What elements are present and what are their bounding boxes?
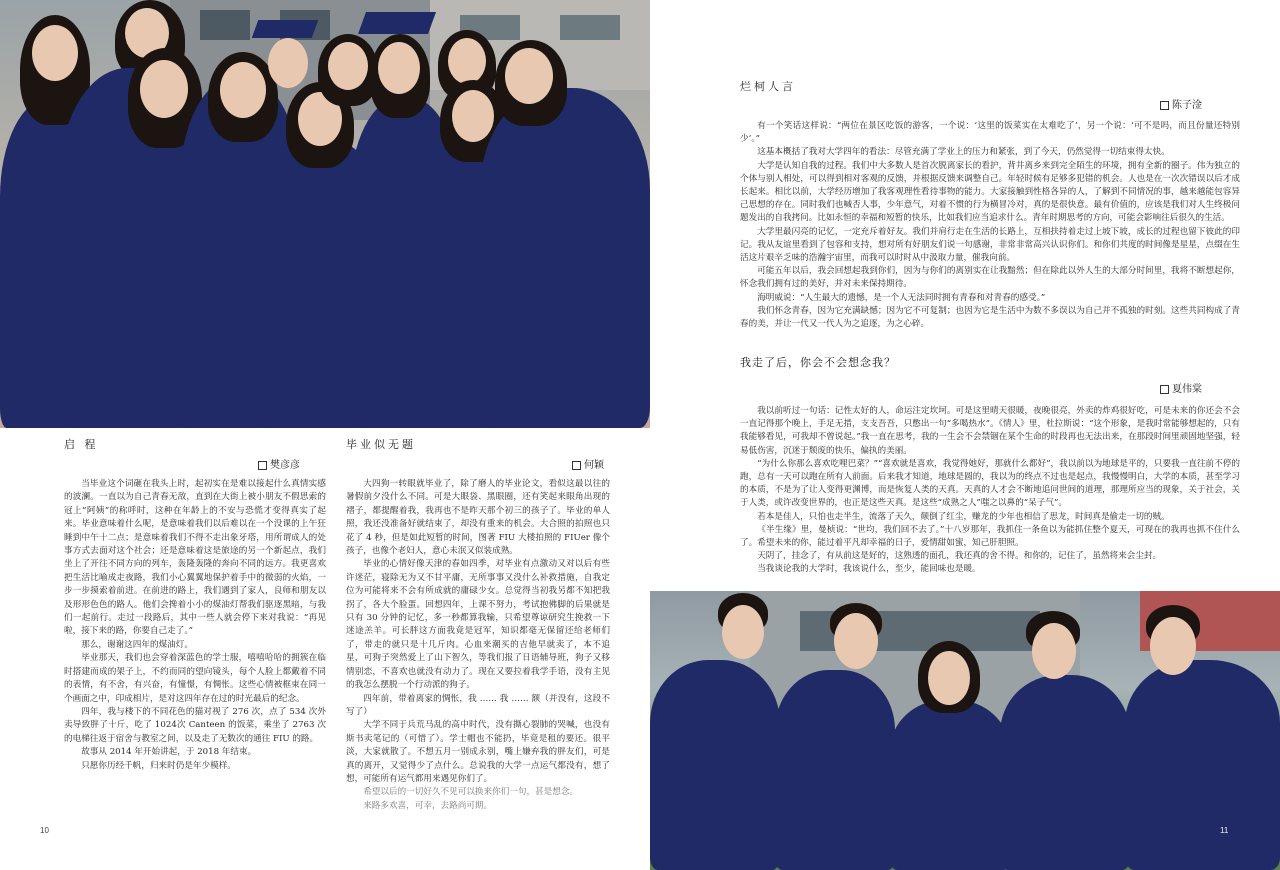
graduate-gown (650, 660, 780, 870)
paragraph: 四年前，带着离家的惆怅，我 …… 我 …… 额（并没有，这段不写了） (346, 693, 610, 717)
mortarboard-cap (358, 12, 436, 34)
paragraph: 来路多欢喜，可幸，去路尚可期。 (363, 800, 493, 811)
article-body (346, 478, 610, 813)
graduate-face (32, 25, 78, 81)
paragraph: 若本是佳人，只怕也走半生，流落了天久，颠倒了红尘，赚龙的少年也相信了思龙，时间真是偷走一切的贼。 (757, 511, 1170, 522)
graduate-face (220, 62, 266, 118)
graduate-face (268, 38, 308, 88)
paragraph: “为什么你那么喜欢吃哩巴菜？”“喜欢就是喜欢，我觉得她好，那就什么都好”，我以前以为地球是平的，只要我一直往前不停的跑，总有一天可以跑在所有人前面。后来我才知道，地球是圆的，我以为的终点不过也是起点，我慢慢明白，大学的本质，甚至学习的本质，不是为了让人变得更渊博，而是恢复人类的天真。天真的人才会不断地追问世间的道理，那理所应当的现象，关于社会，关于人类，或许改变世界的，也正是这些天真。是这些“成熟之人”嗤之以鼻的“呆子气”。 (740, 458, 1240, 509)
graduate-gown (775, 670, 895, 870)
author-name: 何颖 (584, 460, 604, 471)
graduate-face (928, 651, 970, 705)
paragraph: 那么，谢谢这四年的煤油灯。 (81, 639, 193, 650)
square-bullet-icon (572, 461, 581, 470)
window (560, 15, 620, 40)
paragraph: 天阴了，挂念了，有从前这是好的，这熟透的面孔，我还真的舍不得。和你的，记住了，虽然将来会尘封。 (757, 551, 1162, 562)
paragraph: 大学里最闪亮的记忆，一定充斥着好友。我们并肩行走在生活的长路上，互相扶持着走过上坡下坡，成长的过程也留下彼此的印记。我从友谊里看到了包容和支持，想对所有好朋友们说一句感谢，非常非常高兴认识你们。和你们共度的时间像是星星，点缀在生活这片艰辛乏味的浩瀚宇宙里，而我可以时时从中汲取力量，催我向前。 (740, 226, 1240, 264)
graduate-face (452, 90, 494, 142)
article-title: 烂柯人言 (740, 80, 796, 93)
article-author (1160, 380, 1202, 395)
paragraph: 这基本概括了我对大学四年的看法：尽管充满了学业上的压力和紧张，到了今天，仍然觉得一切结束得太快。 (757, 147, 1170, 158)
article-body (740, 405, 1240, 577)
article-title: 毕业似无题 (346, 438, 416, 451)
right-page (650, 0, 1280, 870)
article-body (64, 478, 326, 773)
graduate-face (448, 38, 486, 84)
graduate-face (140, 60, 188, 118)
paragraph: 希望以后的一切好久不见可以换来你们一句，甚是想念。 (363, 787, 579, 798)
graduate-gown (1125, 660, 1280, 870)
window (200, 10, 250, 40)
page-number: 11 (1220, 826, 1229, 835)
paragraph: 大学是认知自我的过程。我们中大多数人是首次脱离家长的看护，背井离乡来到完全陌生的环境，拥有全新的圈子。伟为独立的个体与别人相处，可以得到相对客观的反馈，并根据反馈来调整自己。年轻时候有足够多犯错的机会。人也是在一次次错误以后才成长起来。相比以前，大学经历增加了我客观理性看待事物的能力。大家接触到性格各异的人，了解到不同情况的事，越来越能包容异己思想的存在。同时我们也喊否人事，少年意气，对着不惯的行为横冒冷对，真的是很快意。最有价值的，应该是我们对人生终极问题发出的自我拷问。比如永恒的幸福和短暂的快乐，比如我们应当追求什么。青年时期思考的方向，可能会影响往后很久的生活。 (740, 160, 1240, 224)
graduate-gown (480, 88, 650, 428)
square-bullet-icon (1160, 101, 1169, 110)
article-title: 我走了后，你会不会想念我？ (740, 356, 896, 369)
paragraph: 大学不同于兵荒马乱的高中时代，没有撕心裂肺的哭喊，也没有斯书卖笔记的（可惜了）。学士帽也不能扔，毕竟是租的要还。很平淡，大家就散了。不想五月一别成永别，嘴上嫌弃我的胖友们，可是真的离开，又觉得少了点什么。总说我的大学一点运气都没有，想了想，可能所有运气都用来遇见你们了。 (346, 720, 610, 784)
author-name: 樊彦彦 (270, 460, 300, 471)
article-author (258, 456, 300, 471)
graduate-face (834, 613, 878, 669)
graduate-face (1032, 623, 1076, 679)
paragraph: 我们怀念青春，因为它充满缺憾；因为它不可复制；也因为它是生活中为数不多误以为自己并不孤独的时刻。这些共同构成了青春的美，并让一代又一代人为之追逐，为之心碎。 (740, 305, 1240, 330)
paragraph: 大四狗一转眼就毕业了，除了磨人的毕业论文，看似这最以往的暑假前夕没什么不同。可是大眼袋、黑眼圈，还有笑起来眼角出现的褶子，都提醒着我，我再也不是昨天那个初三的孩子了。毕业的单人照，我还没准备好就结束了，却没有重来的机会。大合照的拍照也只花了 4 秒，但是如此短暂的时间，图著 FIU 大楼拍照的 FIUer 像个孩子，也像个老妇人，意心未泯又似装成熟。 (346, 479, 610, 557)
paragraph: 海明威说：“人生最大的遗憾，是一个人无法同时拥有青春和对青春的感受。” (757, 292, 1046, 303)
bottom-graduation-photo (650, 591, 1280, 870)
square-bullet-icon (1160, 385, 1169, 394)
graduate-face (328, 42, 368, 90)
author-name: 夏伟棠 (1172, 384, 1202, 395)
page-number: 10 (40, 826, 49, 835)
paragraph: 故事从 2014 年开始讲起，于 2018 年结束。 (81, 747, 257, 758)
paragraph: 四年，我与楼下的不同花色的猫对视了 276 次，点了 534 次外卖导致胖了十斤，吃了 1024次 Canteen 的饭菜，乘坐了 2763 次的电梯往返于宿舍与教室之间，以及走了无数次的通往 FIU 的路。 (64, 706, 326, 744)
article-body (740, 120, 1240, 331)
article-author (572, 456, 604, 471)
graduate-face (1150, 617, 1196, 675)
article-title: 启 程 (64, 438, 99, 451)
paragraph: 只愿你历经千帆，归来时仍是年少模样。 (81, 760, 236, 771)
graduate-gown (1000, 675, 1130, 870)
graduate-face (378, 42, 420, 94)
paragraph: 有一个笑话这样说：“两位在景区吃饭的游客，一个说：‘这里的饭菜实在太难吃了’，另一个说：‘可不是吗，而且份量还特别少’。” (740, 121, 1240, 145)
top-graduation-photo (0, 0, 650, 428)
graduate-face (722, 605, 764, 659)
graduate-face (505, 48, 553, 104)
paragraph: 我以前听过一句话：记性太好的人，命运注定坎坷。可是这里晴天很暖，夜晚很亮，外卖的炸鸡很好吃，可是未来的你还会不会一直记得那个晚上，手足无措，支支吾吾，只憋出一句“多喝热水”。《情人》里，杜拉斯说：“这个形象，是我时常能够想起的，只有我能够看见，可我却不曾说起。”我一直在思考，我的一生会不会禁锢在某个生命的时段再也无法出来，在那段时间里顽固地坚强，轻易低伤害，沉迷于颓废的快乐，偏执的美丽。 (740, 406, 1240, 456)
mortarboard-cap (252, 20, 319, 38)
paragraph: 毕业的心情好像天津的春如四季，对毕业有点激动又对以后有些许迷茫，寝除无为又不甘平庸，无所事事又没什么补救措施，自我定位为可能将来不会有所成就的庸碌少女。总觉得当初我另都不知把我拐了，各大个脸蛋。回想四年，上课不努力，考试抱佛脚的后果就是只有 30 分钟的记忆，多一秒都算我输，只希望尊谅研究生挽救一下迷途羔羊。可长胖这方面我竟是冠军，知识都毫无保留还给老师们了，带走的就只是十几斤肉。心血来潮买的吉他早就卖了，本不追星，可狗子突然爱上了山下智久，等我们报了日语辅导班，狗子又移情别恋，不喜欢也就没有动力了。现在又要拉着我学手语，没有主见的我怎么摆脱一个行动派的狗子。 (346, 559, 610, 691)
square-bullet-icon (258, 461, 267, 470)
paragraph: 当我谈论我的大学时，我该说什么，至少，能回味也是暖。 (757, 564, 981, 575)
author-name: 陈子淦 (1172, 100, 1202, 111)
graduate-gown (890, 700, 1010, 870)
article-author (1160, 96, 1202, 111)
paragraph: 当毕业这个词砸在我头上时，起初实在是难以接起什么真情实感的波澜。一直以为自己青春无敌，直到在大街上被小朋友不假思索的冠上“阿姨”的称呼时，这种在年龄上的不安与恐慌才变得真实了起来。毕业意味着什么呢，是意味着我们以后难以在一个没课的上午狂睡到中午十二点；是意味着我们不得不走出象牙塔，用所谓成人的处事方式去面对这个社会；还是意味着这是旅途的另一个新起点，我们坐上了开往不同方向的列车，轰隆轰隆的奔向不同的远方。我更喜欢把生活比喻成走夜路，我们小心翼翼地保护着手中的微弱的火焰，一步一步摸索着前进。在前进的路上，我们遇到了家人，良师和朋友以及形形色色的路人。他们会搀着小小的煤油灯帮我们驱逐黑暗，与我们一起前行。走过一段路后，其中一些人就会停下来对我说：“再见啦，接下来的路，你要自己走了。” (64, 479, 326, 637)
paragraph: 《半生缘》里，曼桢说：“世均，我们回不去了。”十八岁那年，我抓住一条鱼以为能抓住整个夏天，可现在的我再也抓不住什么了。希望未来的你，能过着平凡却幸福的日子，爱情甜如蜜，知己肝胆照。 (740, 524, 1240, 549)
paragraph: 可能五年以后，我会回想起我到你们，因为与你们的离别实在让我黯然；但在除此以外人生的大部分时间里，我将不断想起你，怀念我们拥有过的美好，并对未来保持期待。 (740, 266, 1240, 290)
paragraph: 毕业那天，我们也会穿着深蓝色的学士服，嘻嘻哈哈的拥簇在临时搭建而成的架子上，不约而同的望向镜头，每个人脸上都戴着不同的表情，有不舍，有兴奋，有憧憬，有惆怅。这些心情被框束在同一个画面之中，印成相片，是对这四年存在过的时光最后的纪念。 (64, 653, 326, 704)
